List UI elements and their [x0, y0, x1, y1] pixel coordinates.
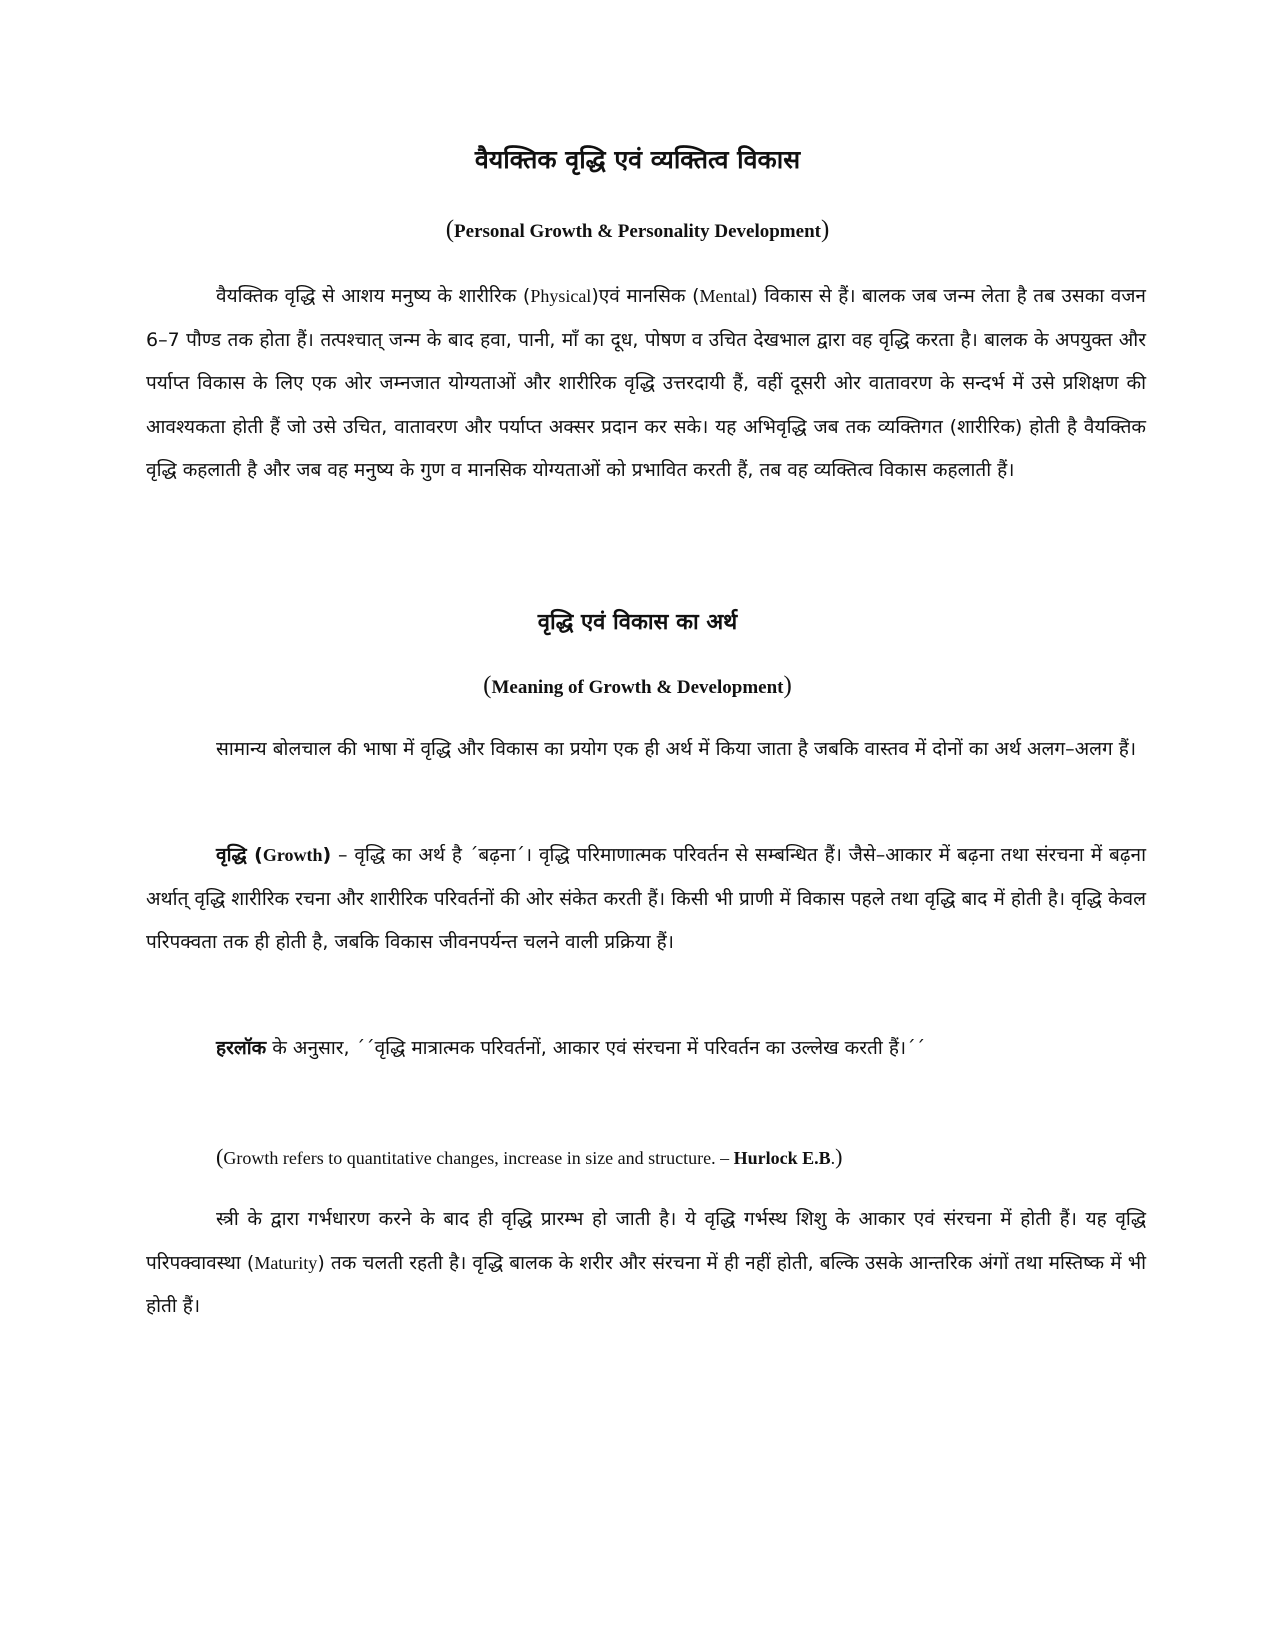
hurlock-paragraph — [146, 1027, 1146, 1071]
growth-term-hindi: वृद्धि ( — [216, 844, 263, 866]
hurlock-name: हरलॉक — [216, 1037, 267, 1059]
growth-term-close: ) — [322, 844, 332, 866]
final-text-2: ) तक चलती रहती है। वृद्धि बालक के शरीर और संरचना में ही नहीं होती, बल्कि उसके आन्तरिक अंगों तथा मस्तिष्क में भी होती हैं। — [146, 1251, 1146, 1317]
intro-mental: Mental — [699, 286, 751, 306]
growth-text: – वृद्धि का अर्थ है ´बढ़ना´। वृद्धि परिमाणात्मक परिवर्तन से सम्बन्धित हैं। जैसे–आकार में बढ़ना तथा संरचना में बढ़ना अर्थात् वृद्धि शारीरिक रचना और शारीरिक परिवर्तनों की ओर संकेत करती हैं। किसी भी प्राणी में विकास पहले तथा वृद्धि बाद में होती है। वृद्धि केवल परिपक्वता तक ही होती है, जबकि विकास जीवनपर्यन्त चलने वाली प्रक्रिया हैं। — [146, 844, 1146, 953]
intro-text-1: वैयक्तिक वृद्धि से आशय मनुष्य के शारीरिक ( — [216, 285, 531, 307]
intro-text-3: ) विकास से हैं। बालक जब जन्म लेता है तब उसका वजन 6–7 पौण्ड तक होता हैं। तत्पश्चात् जन्म के बाद हवा, पानी, माँ का दूध, पोषण व उचित देखभाल द्वारा वह वृद्धि करता है। बालक के अपयुक्त और पर्याप्त विकास के लिए एक ओर जम्नजात योग्यताओं और शारीरिक वृद्धि उत्तरदायी हैं, वहीं दूसरी ओर वातावरण के सन्दर्भ में उसे प्रशिक्षण की आवश्यकता होती हैं जो उसे उचित, वातावरण और पर्याप्त अक्सर प्रदान कर सके। यह अभिवृद्धि जब तक व्यक्तिगत (शारीरिक) होती है वैयक्तिक वृद्धि कहलाती है और जब वह मनुष्य के गुण व मानसिक योग्यताओं को प्रभावित करती हैं, तब वह व्यक्तित्व विकास कहलाती हैं। — [146, 285, 1146, 481]
english-quote-author: Hurlock E.B — [733, 1148, 831, 1168]
intro-text-2: )एवं मानसिक ( — [591, 285, 700, 307]
english-quote-end: . — [830, 1148, 836, 1168]
intro-paragraph — [146, 275, 1146, 493]
final-paragraph — [146, 1198, 1146, 1329]
growth-term-en: Growth — [262, 845, 323, 865]
page-subtitle: (Personal Growth & Personality Development) — [445, 216, 830, 243]
english-quote: (Growth refers to quantitative changes, increase in size and structure. – Hurlock E.B.) — [216, 1144, 843, 1169]
intro-physical: Physical — [530, 286, 592, 306]
hurlock-text: के अनुसार, ´´वृद्धि मात्रात्मक परिवर्तनों, आकार एवं संरचना में परिवर्तन का उल्लेख करती हैं।´´ — [266, 1037, 926, 1059]
english-quote-text: Growth refers to quantitative changes, increase in size and structure. – — [223, 1148, 734, 1168]
final-maturity: Maturity — [254, 1252, 318, 1273]
growth-paragraph — [146, 834, 1146, 965]
growth-term — [216, 844, 331, 866]
meaning-paragraph: सामान्य बोलचाल की भाषा में वृद्धि और विकास का प्रयोग एक ही अर्थ में किया जाता है जबकि वास्तव में दोनों का अर्थ अलग–अलग हैं। — [216, 738, 1137, 760]
final-text-1: स्त्री के द्वारा गर्भधारण करने के बाद ही वृद्धि प्रारम्भ हो जाती है। ये वृद्धि गर्भस्थ शिशु के आकार एवं संरचना में होती हैं। यह वृद्धि परिपक्वावस्था ( — [146, 1208, 1146, 1274]
page-subtitle-text: Personal Growth & Personality Development — [454, 221, 821, 242]
section-heading: वृद्धि एवं विकास का अर्थ — [537, 610, 738, 635]
section-subtitle: (Meaning of Growth & Development) — [483, 672, 792, 699]
page-title: वैयक्तिक वृद्धि एवं व्यक्तित्व विकास — [474, 145, 801, 174]
section-subtitle-text: Meaning of Growth & Development — [491, 677, 784, 698]
